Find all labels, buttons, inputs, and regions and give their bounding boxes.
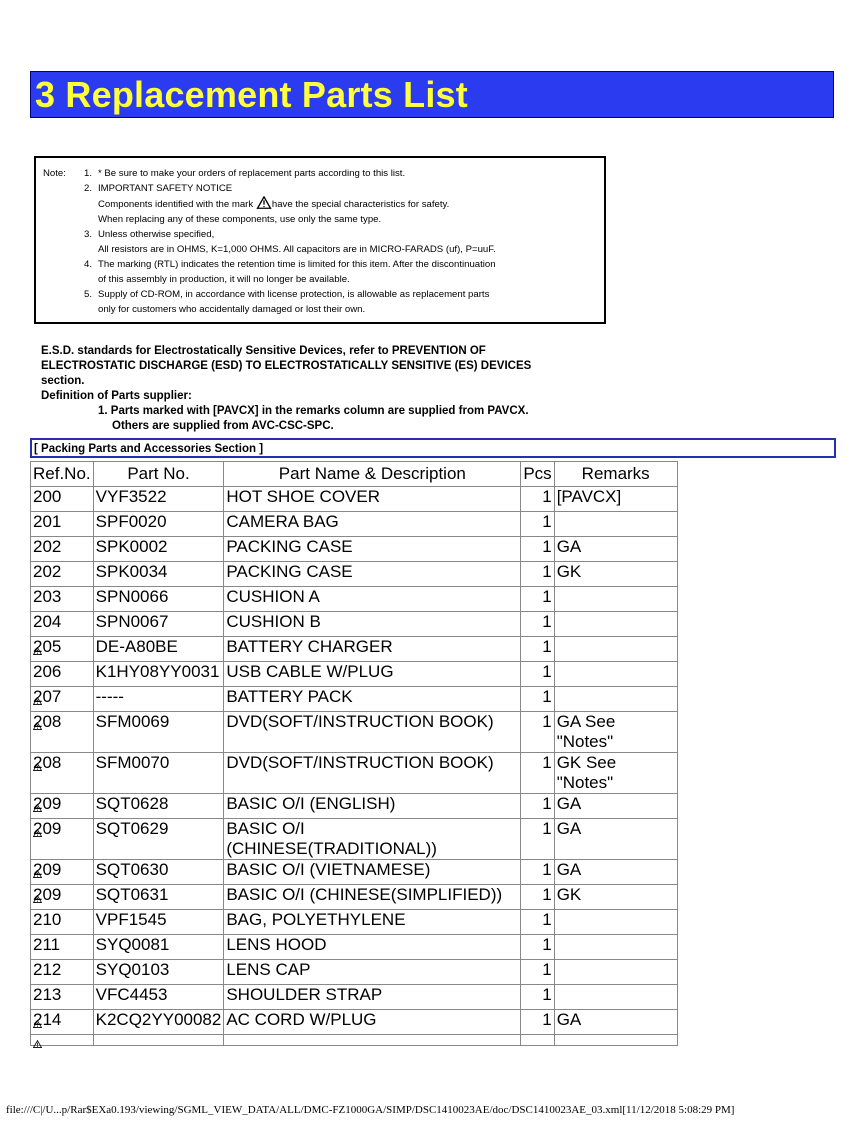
parts-table-body (31, 487, 678, 1046)
remarks-cell (554, 537, 677, 562)
ref-no-cell (31, 687, 94, 712)
safety-warning-icon (33, 1036, 42, 1044)
pcs-text: 1 (542, 537, 552, 556)
part-name-cell (224, 562, 521, 587)
part-name-cell (224, 985, 521, 1010)
pcs-text: 1 (542, 487, 552, 506)
table-row (31, 687, 678, 712)
table-row (31, 612, 678, 637)
pcs-text: 1 (542, 794, 552, 813)
remarks-cell (554, 612, 677, 637)
part-no-text: SPK0034 (95, 562, 168, 581)
pcs-cell (521, 819, 554, 860)
pcs-text: 1 (542, 985, 552, 1004)
part-no-cell (93, 537, 224, 562)
note-text: Supply of CD-ROM, in accordance with license protection, is allowable as replacement parts (98, 289, 490, 300)
table-row (31, 985, 678, 1010)
pcs-cell (521, 587, 554, 612)
pcs-text: 1 (542, 753, 552, 772)
ref-no-text: 208 (33, 712, 62, 731)
part-name-text: PACKING CASE (226, 562, 353, 581)
ref-no-text: 210 (33, 910, 62, 929)
part-name-text: CUSHION A (226, 587, 320, 606)
remarks-text: GA (556, 1010, 582, 1029)
part-no-text: SQT0628 (95, 794, 169, 813)
part-name-text: CAMERA BAG (226, 512, 339, 531)
pcs-text: 1 (542, 637, 552, 656)
ref-no-text: 207 (33, 687, 62, 706)
remarks-text: GA (556, 537, 582, 556)
part-name-cell (224, 487, 521, 512)
pcs-cell (521, 512, 554, 537)
pcs-text: 1 (542, 885, 552, 904)
ref-no-text: 206 (33, 662, 62, 681)
part-no-cell (93, 662, 224, 687)
table-row (31, 819, 678, 860)
part-no-text: SPN0067 (95, 612, 169, 631)
part-name-text: LENS HOOD (226, 935, 327, 954)
table-row (31, 935, 678, 960)
part-no-cell (93, 687, 224, 712)
empty-cell (521, 1035, 554, 1046)
table-row (31, 712, 678, 753)
remarks-cell (554, 562, 677, 587)
pcs-text: 1 (542, 562, 552, 581)
part-no-cell (93, 860, 224, 885)
safety-warning-icon (33, 688, 42, 696)
ref-no-text: 205 (33, 637, 62, 656)
part-no-cell (93, 1010, 224, 1035)
note-line (84, 212, 598, 227)
part-no-cell (93, 960, 224, 985)
ref-no-cell (31, 794, 94, 819)
remarks-text: GK See "Notes" (556, 753, 617, 792)
note-text: have the special characteristics for safety. (271, 199, 450, 210)
note-text: The marking (RTL) indicates the retention time is limited for this item. After the discontinuation (98, 259, 496, 270)
table-row (31, 562, 678, 587)
part-no-text: SQT0630 (95, 860, 169, 879)
remarks-text: GA (556, 860, 582, 879)
pcs-text: 1 (542, 910, 552, 929)
note-line (84, 302, 598, 317)
section-header-label: [ Packing Parts and Accessories Section ] (34, 443, 264, 455)
part-no-cell (93, 985, 224, 1010)
table-row (31, 910, 678, 935)
note-line (84, 272, 598, 287)
note-number: 2. (84, 183, 93, 194)
pcs-text: 1 (542, 960, 552, 979)
note-line (84, 227, 598, 242)
ref-no-text: 209 (33, 860, 62, 879)
table-row (31, 885, 678, 910)
parts-table (30, 461, 678, 1046)
table-row (31, 512, 678, 537)
pcs-cell (521, 687, 554, 712)
ref-no-cell (31, 885, 94, 910)
ref-no-cell (31, 662, 94, 687)
header-part-no: Part No. (93, 462, 224, 487)
pcs-text: 1 (542, 819, 552, 838)
remarks-cell (554, 935, 677, 960)
header-part-name: Part Name & Description (224, 462, 521, 487)
part-name-cell (224, 753, 521, 794)
pcs-text: 1 (542, 587, 552, 606)
supplier-definition-item: 1. Parts marked with [PAVCX] in the remarks column are supplied from PAVCX. (98, 405, 529, 417)
ref-no-text: 201 (33, 512, 62, 531)
note-box (34, 156, 606, 324)
part-no-text: SFM0070 (95, 753, 170, 772)
part-no-cell (93, 885, 224, 910)
table-row (31, 794, 678, 819)
ref-no-cell (31, 935, 94, 960)
part-name-cell (224, 662, 521, 687)
part-name-cell (224, 960, 521, 985)
part-no-text: K1HY08YY0031 (95, 662, 220, 681)
note-text: * Be sure to make your orders of replacement parts according to this list. (98, 168, 406, 179)
empty-cell (31, 1035, 94, 1046)
note-text: of this assembly in production, it will no longer be available. (98, 274, 350, 285)
ref-no-text: 204 (33, 612, 62, 631)
part-name-cell (224, 935, 521, 960)
table-row (31, 960, 678, 985)
part-no-cell (93, 512, 224, 537)
remarks-cell (554, 960, 677, 985)
part-no-cell (93, 612, 224, 637)
ref-no-cell (31, 860, 94, 885)
table-row (31, 487, 678, 512)
ref-no-cell (31, 512, 94, 537)
part-name-cell (224, 537, 521, 562)
remarks-cell (554, 637, 677, 662)
remarks-text: GA (556, 819, 582, 838)
table-row (31, 860, 678, 885)
remarks-text: GK (556, 885, 582, 904)
ref-no-text: 209 (33, 885, 62, 904)
note-text: Components identified with the mark (98, 199, 254, 210)
pcs-text: 1 (542, 712, 552, 731)
part-name-text: BASIC O/I (ENGLISH) (226, 794, 396, 813)
part-name-cell (224, 612, 521, 637)
ref-no-text: 200 (33, 487, 62, 506)
ref-no-text: 212 (33, 960, 62, 979)
ref-no-cell (31, 587, 94, 612)
header-ref-no: Ref.No. (31, 462, 94, 487)
ref-no-text: 211 (33, 935, 61, 954)
part-no-cell (93, 562, 224, 587)
empty-cell (554, 1035, 677, 1046)
ref-no-text: 203 (33, 587, 62, 606)
ref-no-cell (31, 562, 94, 587)
part-name-cell (224, 1010, 521, 1035)
safety-warning-icon (33, 886, 42, 894)
part-name-cell (224, 910, 521, 935)
ref-no-text: 214 (33, 1010, 62, 1029)
remarks-cell (554, 687, 677, 712)
pcs-text: 1 (542, 860, 552, 879)
title-bar (30, 71, 834, 118)
supplier-definition-item: Others are supplied from AVC-CSC-SPC. (112, 420, 334, 432)
table-row (31, 637, 678, 662)
part-no-text: SQT0631 (95, 885, 169, 904)
pcs-cell (521, 960, 554, 985)
part-no-text: VPF1545 (95, 910, 167, 929)
part-no-text: VFC4453 (95, 985, 168, 1004)
part-name-text: HOT SHOE COVER (226, 487, 380, 506)
part-no-text: K2CQ2YY00082 (95, 1010, 222, 1029)
ref-no-text: 209 (33, 794, 62, 813)
part-name-text: AC CORD W/PLUG (226, 1010, 377, 1029)
empty-cell (93, 1035, 224, 1046)
pcs-text: 1 (542, 662, 552, 681)
remarks-cell (554, 753, 677, 794)
supplier-definition-heading: Definition of Parts supplier: (41, 390, 192, 402)
remarks-cell (554, 512, 677, 537)
remarks-text: GA See "Notes" (556, 712, 616, 751)
part-no-text: ----- (95, 687, 124, 706)
safety-warning-icon (33, 861, 42, 869)
part-name-cell (224, 794, 521, 819)
part-no-text: SFM0069 (95, 712, 170, 731)
pcs-cell (521, 1010, 554, 1035)
table-row (31, 1035, 678, 1046)
part-no-cell (93, 637, 224, 662)
note-text: When replacing any of these components, use only the same type. (98, 214, 382, 225)
empty-cell (224, 1035, 521, 1046)
ref-no-text: 213 (33, 985, 62, 1004)
part-no-text: VYF3522 (95, 487, 167, 506)
ref-no-cell (31, 612, 94, 637)
note-text: All resistors are in OHMS, K=1,000 OHMS. All capacitors are in MICRO-FARADS (uf), P=uuF. (98, 244, 496, 255)
pcs-cell (521, 562, 554, 587)
pcs-cell (521, 487, 554, 512)
part-name-text: BASIC O/I (VIETNAMESE) (226, 860, 431, 879)
pcs-cell (521, 662, 554, 687)
part-no-text: SPF0020 (95, 512, 167, 531)
part-no-text: SQT0629 (95, 819, 169, 838)
ref-no-cell (31, 537, 94, 562)
pcs-cell (521, 860, 554, 885)
safety-warning-icon (33, 1011, 42, 1019)
part-name-text: CUSHION B (226, 612, 321, 631)
pcs-cell (521, 794, 554, 819)
note-text: Unless otherwise specified, (98, 229, 215, 240)
note-number: 1. (84, 168, 93, 179)
ref-no-cell (31, 1010, 94, 1035)
ref-no-cell (31, 910, 94, 935)
part-no-cell (93, 935, 224, 960)
part-no-text: SYQ0103 (95, 960, 170, 979)
remarks-text: [PAVCX] (556, 487, 622, 506)
pcs-cell (521, 935, 554, 960)
part-name-cell (224, 712, 521, 753)
pcs-text: 1 (542, 512, 552, 531)
ref-no-text: 202 (33, 537, 62, 556)
remarks-text: GA (556, 794, 582, 813)
pcs-cell (521, 885, 554, 910)
part-name-text: USB CABLE W/PLUG (226, 662, 394, 681)
part-name-cell (224, 819, 521, 860)
part-name-cell (224, 860, 521, 885)
section-header (30, 438, 836, 458)
safety-warning-icon (33, 820, 42, 828)
ref-no-cell (31, 960, 94, 985)
note-number: 5. (84, 289, 93, 300)
remarks-cell (554, 860, 677, 885)
part-name-cell (224, 512, 521, 537)
part-name-text: PACKING CASE (226, 537, 353, 556)
remarks-text: GK (556, 562, 582, 581)
esd-line: ELECTROSTATIC DISCHARGE (ESD) TO ELECTROSTATICALLY SENSITIVE (ES) DEVICES (41, 360, 532, 372)
part-name-text: BAG, POLYETHYLENE (226, 910, 406, 929)
header-remarks: Remarks (554, 462, 677, 487)
table-row (31, 662, 678, 687)
page-title: 3 Replacement Parts List (35, 74, 468, 115)
note-text: IMPORTANT SAFETY NOTICE (98, 183, 233, 194)
remarks-cell (554, 587, 677, 612)
note-label: Note: (43, 168, 66, 179)
table-row (31, 1010, 678, 1035)
remarks-cell (554, 712, 677, 753)
note-number: 4. (84, 259, 93, 270)
safety-warning-icon (33, 713, 42, 721)
ref-no-cell (31, 637, 94, 662)
remarks-cell (554, 910, 677, 935)
pcs-text: 1 (542, 687, 552, 706)
table-header-row (31, 462, 678, 487)
table-row (31, 753, 678, 794)
safety-warning-icon (253, 199, 272, 210)
remarks-cell (554, 819, 677, 860)
part-no-cell (93, 910, 224, 935)
ref-no-text: 209 (33, 819, 62, 838)
esd-line: E.S.D. standards for Electrostatically Sensitive Devices, refer to PREVENTION OF (41, 345, 486, 357)
remarks-cell (554, 1010, 677, 1035)
part-name-text: BASIC O/I (CHINESE(SIMPLIFIED)) (226, 885, 503, 904)
pcs-text: 1 (542, 935, 552, 954)
part-no-text: SPK0002 (95, 537, 168, 556)
safety-warning-icon (33, 795, 42, 803)
part-name-text: BATTERY PACK (226, 687, 353, 706)
ref-no-cell (31, 712, 94, 753)
part-name-text: BATTERY CHARGER (226, 637, 393, 656)
note-list (84, 166, 598, 317)
note-number: 3. (84, 229, 93, 240)
pcs-cell (521, 612, 554, 637)
pcs-text: 1 (542, 612, 552, 631)
note-line (84, 166, 598, 181)
note-text: only for customers who accidentally damaged or lost their own. (98, 304, 366, 315)
ref-no-cell (31, 985, 94, 1010)
esd-line: section. (41, 375, 85, 387)
note-line (84, 257, 598, 272)
part-name-text: BASIC O/I (CHINESE(TRADITIONAL)) (226, 819, 437, 858)
remarks-cell (554, 794, 677, 819)
part-name-text: LENS CAP (226, 960, 311, 979)
pcs-text: 1 (542, 1010, 552, 1029)
note-line (84, 287, 598, 302)
part-no-cell (93, 712, 224, 753)
ref-no-cell (31, 487, 94, 512)
remarks-cell (554, 487, 677, 512)
part-no-text: SPN0066 (95, 587, 169, 606)
pcs-cell (521, 712, 554, 753)
note-line (84, 242, 598, 257)
file-path-footer: file:///C|/U...p/Rar$EXa0.193/viewing/SGML_VIEW_DATA/ALL/DMC-FZ1000GA/SIMP/DSC1410023AE/doc/DSC1410023AE_03.xml[11/12/2018 5:08:29 PM] (6, 1104, 735, 1116)
safety-warning-icon (33, 638, 42, 646)
part-no-text: SYQ0081 (95, 935, 170, 954)
ref-no-text: 208 (33, 753, 62, 772)
part-no-cell (93, 794, 224, 819)
part-no-cell (93, 753, 224, 794)
part-name-cell (224, 885, 521, 910)
esd-notice (41, 344, 621, 434)
table-row (31, 537, 678, 562)
part-no-cell (93, 487, 224, 512)
table-row (31, 587, 678, 612)
part-name-cell (224, 687, 521, 712)
pcs-cell (521, 985, 554, 1010)
part-name-text: SHOULDER STRAP (226, 985, 383, 1004)
note-line (84, 196, 598, 212)
pcs-cell (521, 753, 554, 794)
ref-no-text: 202 (33, 562, 62, 581)
remarks-cell (554, 662, 677, 687)
header-pcs: Pcs (521, 462, 554, 487)
part-no-text: DE-A80BE (95, 637, 178, 656)
ref-no-cell (31, 819, 94, 860)
remarks-cell (554, 985, 677, 1010)
part-name-cell (224, 637, 521, 662)
safety-warning-icon (33, 754, 42, 762)
pcs-cell (521, 910, 554, 935)
part-name-text: DVD(SOFT/INSTRUCTION BOOK) (226, 753, 494, 772)
pcs-cell (521, 537, 554, 562)
part-name-text: DVD(SOFT/INSTRUCTION BOOK) (226, 712, 494, 731)
part-name-cell (224, 587, 521, 612)
note-line (84, 181, 598, 196)
pcs-cell (521, 637, 554, 662)
part-no-cell (93, 819, 224, 860)
ref-no-cell (31, 753, 94, 794)
part-no-cell (93, 587, 224, 612)
remarks-cell (554, 885, 677, 910)
